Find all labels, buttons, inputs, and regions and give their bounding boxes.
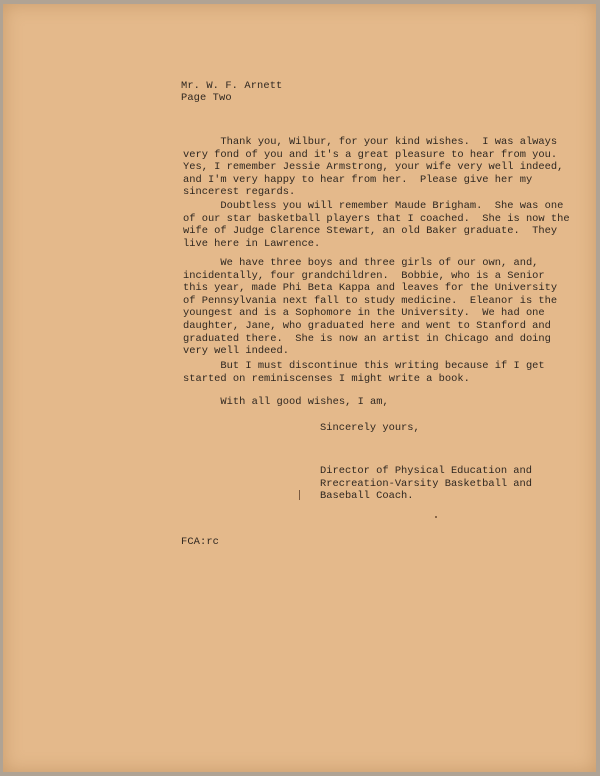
title-line: Rrecreation-Varsity Basketball and bbox=[320, 477, 533, 490]
paragraph-line: But I must discontinue this writing because if I get bbox=[183, 360, 545, 372]
paper-speck bbox=[435, 516, 437, 518]
paragraph-line: sincerest regards. bbox=[183, 186, 296, 199]
salutation-line: Sincerely yours, bbox=[320, 422, 420, 434]
paragraph-line: With all good wishes, I am, bbox=[183, 396, 389, 408]
paragraph-line: this year, made Phi Beta Kappa and leaves for the University bbox=[183, 282, 558, 295]
paragraph-line: live here in Lawrence. bbox=[183, 237, 321, 250]
paragraph-maude-brigham bbox=[183, 200, 570, 250]
paragraph-line: We have three boys and three girls of our own, and, bbox=[183, 257, 539, 269]
typist-initials: FCA:rc bbox=[181, 536, 220, 548]
paragraph-line: incidentally, four grandchildren. Bobbie, who is a Senior bbox=[183, 269, 545, 282]
title-line: Director of Physical Education and bbox=[320, 465, 533, 477]
paragraph-line: of Pennsylvania next fall to study medicine. Eleanor is the bbox=[183, 294, 558, 307]
paragraph-line: of our star basketball players that I coached. She is now the bbox=[183, 212, 570, 225]
letter-page bbox=[3, 4, 596, 772]
paragraph-line: Thank you, Wilbur, for your kind wishes. I was always bbox=[183, 136, 558, 148]
paragraph-line: Yes, I remember Jessie Armstrong, your wife very well indeed, bbox=[183, 161, 564, 174]
paper-mark bbox=[299, 490, 300, 500]
recipient-line: Mr. W. F. Arnett bbox=[181, 80, 283, 92]
page-number-line: Page Two bbox=[181, 92, 232, 104]
paragraph-good-wishes bbox=[183, 396, 535, 409]
paragraph-line: and I'm very happy to hear from her. Please give her my bbox=[183, 173, 533, 186]
paragraph-thanks bbox=[183, 136, 564, 199]
paragraph-line: very fond of you and it's a great pleasure to hear from you. bbox=[183, 148, 558, 161]
paragraph-line: Doubtless you will remember Maude Brigham. She was one bbox=[183, 200, 564, 212]
paragraph-line: youngest and is a Sophomore in the University. We had one bbox=[183, 307, 545, 320]
paragraph-line: daughter, Jane, who graduated here and went to Stanford and bbox=[183, 319, 551, 332]
paragraph-discontinue bbox=[183, 360, 545, 385]
title-line: Baseball Coach. bbox=[320, 490, 414, 503]
paragraph-family bbox=[183, 257, 558, 358]
paragraph-line: started on reminiscenses I might write a book. bbox=[183, 372, 470, 385]
paragraph-line: graduated there. She is now an artist in Chicago and doing bbox=[183, 332, 551, 345]
salutation bbox=[320, 422, 420, 435]
paragraph-line: wife of Judge Clarence Stewart, an old Baker graduate. They bbox=[183, 225, 558, 238]
signature-title-block bbox=[320, 465, 532, 503]
paragraph-line: very well indeed. bbox=[183, 345, 290, 358]
